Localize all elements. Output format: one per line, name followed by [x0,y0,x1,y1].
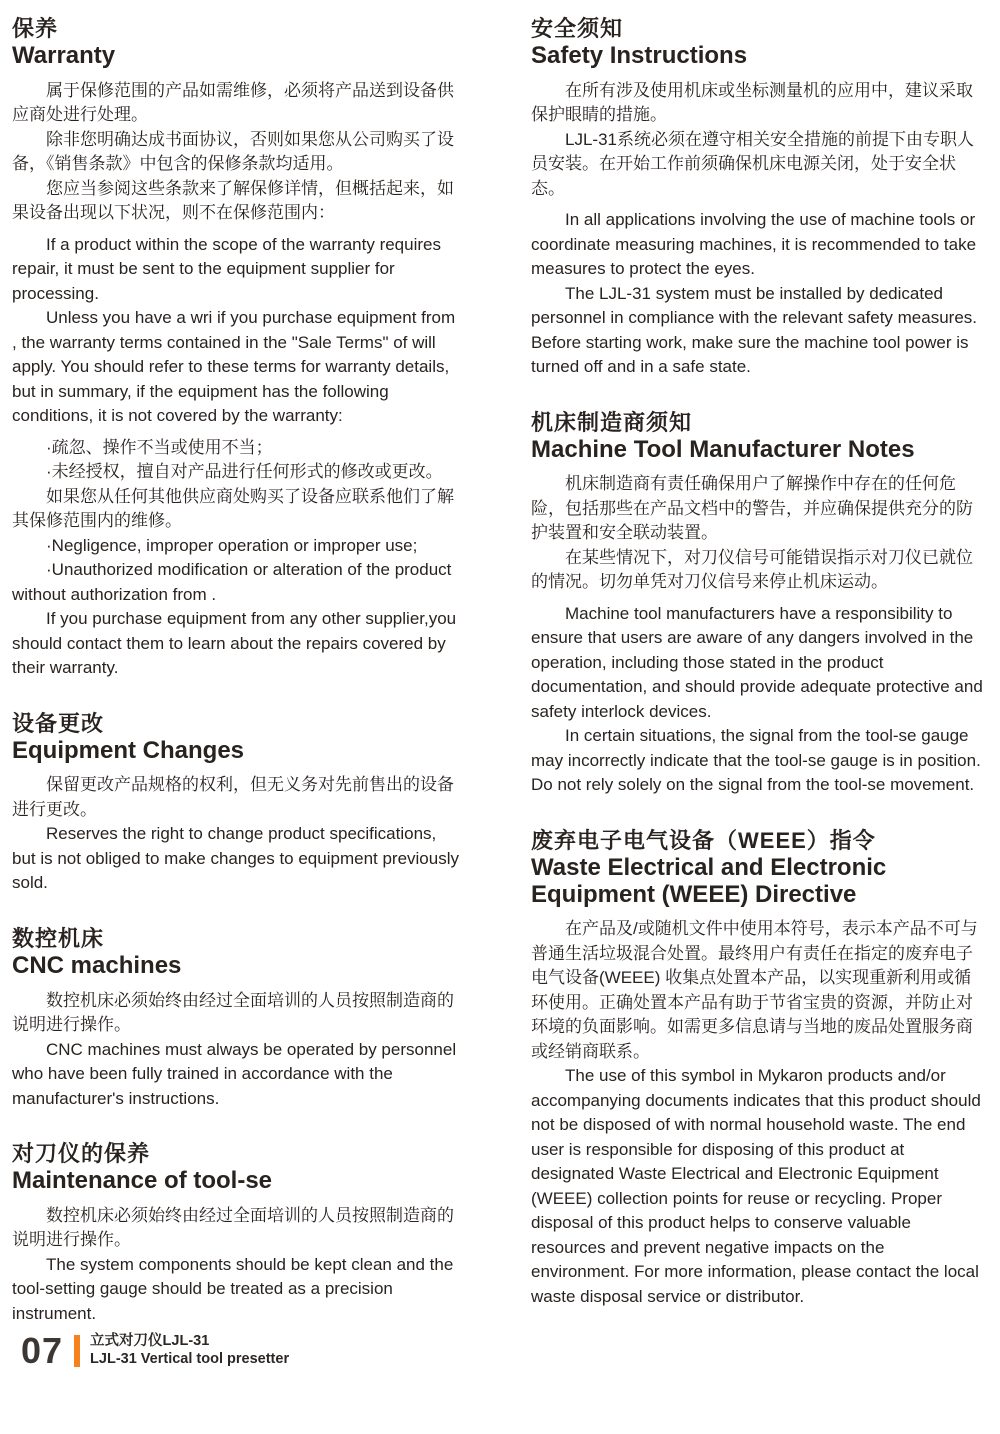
paragraph: 如果您从任何其他供应商处购买了设备应联系他们了解其保修范围内的维修。 [12,486,454,531]
paragraph: The LJL-31 system must be installed by dedicated personnel in compliance with the relevant safety measures. Before starting work, make sure the machine tool power is turned off and in a safe state. [531,283,978,377]
paragraph: ·未经授权，擅自对产品进行任何形式的修改或更改。 [46,462,443,482]
paragraph: 数控机床必须始终由经过全面培训的人员按照制造商的说明进行操作。 [12,1205,454,1250]
section-heading-en: Equipment Changes [12,736,245,764]
paragraph: 在某些情况下，对刀仪信号可能错误指示对刀仪已就位的情况。切勿单凭对刀仪信号来停止机床运动。 [531,547,973,592]
paragraph: 机床制造商有责任确保用户了解操作中存在的任何危险，包括那些在产品文档中的警告，并应确保提供充分的防护装置和安全联动装置。 [531,474,973,543]
section-heading-en: Waste Electrical and Electronic Equipment (WEEE) Directive [531,853,887,908]
section-warranty [12,16,462,681]
section-machine-tool-manufacturer-notes [531,410,986,798]
page-footer [21,1330,290,1371]
paragraph: 在产品及/或随机文件中使用本符号，表示本产品不可与普通生活垃圾混合处置。最终用户有责任在指定的废弃电子电气设备(WEEE) 收集点处置本产品，以实现重新利用或循环使用。正确处置本产品有助于节省宝贵的资源，并防止对环境的负面影响。如需更多信息请与当地的废品处置服务商或经销商联系。 [531,919,978,1061]
paragraph: ·Negligence, improper operation or improper use; [46,535,418,555]
paragraph: ·Unauthorized modification or alteration of the product without authorization from . [12,560,452,604]
paragraph: 属于保修范围的产品如需维修，必须将产品送到设备供应商处进行处理。 [12,80,454,125]
section-equipment-changes [12,711,462,896]
section-heading-zh: 机床制造商须知 [531,409,693,435]
section-heading-zh: 设备更改 [12,710,105,736]
footer-product-title [90,1333,289,1368]
paragraph: Reserves the right to change product specifications, but is not obliged to make changes to equipment previously sold. [12,824,459,893]
section-heading-zh: 安全须知 [531,16,624,41]
section-weee-directive [531,828,986,1310]
paragraph: The use of this symbol in Mykaron products and/or accompanying documents indicates that this product should not be disposed of with normal household waste. The end user is responsible for disposing of this product at designated Waste Electrical and Electronic Equipment (WEEE) collection points for reuse or recycling. Proper disposal of this product helps to conserve valuable resources and prevent negative impacts on the environment. For more information, please contact the local waste disposal service or distributor. [531,1066,981,1306]
paragraph: CNC machines must always be operated by personnel who have been fully trained in accordance with the manufacturer's instructions. [12,1039,457,1108]
section-safety-instructions [531,16,986,380]
section-heading-zh: 对刀仪的保养 [12,1141,151,1167]
column-right [531,16,986,1339]
section-cnc-machines [12,926,462,1111]
footer-line1: 立式对刀仪LJL-31 [90,1333,210,1350]
column-left [12,16,462,1356]
paragraph: LJL-31系统必须在遵守相关安全措施的前提下由专职人员安装。在开始工作前须确保机床电源关闭，处于安全状态。 [531,129,974,198]
section-heading-en: Safety Instructions [531,41,748,69]
section-heading-en: CNC machines [12,951,182,979]
section-heading-en: Machine Tool Manufacturer Notes [531,435,915,463]
paragraph: 除非您明确达成书面协议，否则如果您从公司购买了设备，《销售条款》中包含的保修条款均适用。 [12,129,454,174]
footer-divider [74,1335,80,1367]
section-heading-en: Warranty [12,41,116,69]
paragraph: If you purchase equipment from any other supplier,you should contact them to learn about the repairs covered by their warranty. [12,609,457,678]
section-heading-zh: 保养 [12,16,59,41]
section-maintenance-of-tool-se [12,1141,462,1326]
paragraph: Unless you have a wri if you purchase equipment from , the warranty terms contained in the "Sale Terms" of will apply. You should refer to these terms for warranty details, but in summary, if the equipment has the following conditions, it is not covered by the warranty: [12,308,456,426]
paragraph: 保留更改产品规格的权利，但无义务对先前售出的设备进行更改。 [12,775,454,819]
paragraph: In all applications involving the use of machine tools or coordinate measuring machines, it is recommended to take measures to protect the eyes. [531,210,977,279]
page-number: 07 [21,1330,64,1371]
paragraph: 数控机床必须始终由经过全面培训的人员按照制造商的说明进行操作。 [12,990,454,1035]
paragraph: 您应当参阅这些条款来了解保修详情，但概括起来，如果设备出现以下状况，则不在保修范围内： [12,178,454,223]
paragraph: If a product within the scope of the warranty requires repair, it must be sent to the equipment supplier for processing. [12,234,441,303]
section-heading-en: Maintenance of tool-se [12,1166,273,1194]
footer-line2: LJL-31 Vertical tool presetter [90,1351,290,1367]
paragraph: In certain situations, the signal from the tool-se gauge may incorrectly indicate that the tool-se gauge is in position. Do not rely solely on the signal from the tool-se movement. [531,726,981,795]
paragraph: 在所有涉及使用机床或坐标测量机的应用中，建议采取保护眼睛的措施。 [531,80,973,125]
paragraph: The system components should be kept clean and the tool-setting gauge should be treated as a precision instrument. [12,1254,454,1323]
section-heading-zh: 废弃电子电气设备（WEEE）指令 [531,827,876,853]
paragraph: ·疏忽、操作不当或使用不当； [46,437,273,457]
section-heading-zh: 数控机床 [12,925,105,951]
paragraph: Machine tool manufacturers have a responsibility to ensure that users are aware of any dangers involved in the operation, including those stated in the product documentation, and should provide adequate protective and safety interlock devices. [531,603,983,721]
